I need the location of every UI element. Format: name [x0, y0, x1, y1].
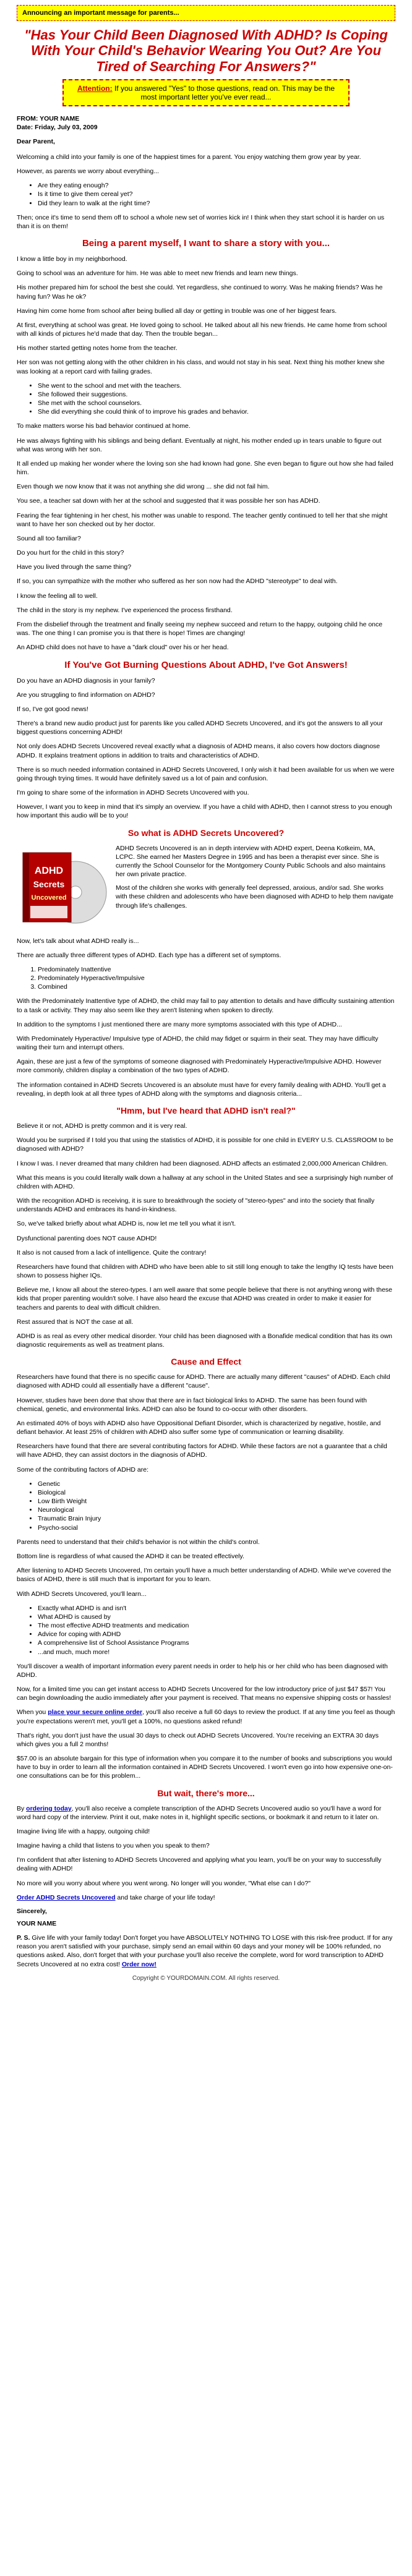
- announcement-notice: Announcing an important message for parents...: [17, 5, 395, 21]
- attention-box: [62, 79, 350, 106]
- intro-paragraph: Welcoming a child into your family is one of the happiest times for a parent. You enjoy watching them grow year by year.: [17, 153, 361, 161]
- paragraph: You'll discover a wealth of important information every parent needs in order to help his or her child who has been diagnosed with ADHD.: [17, 1662, 388, 1679]
- paragraph: An ADHD child does not have to have a "dark cloud" over his or her head.: [17, 644, 229, 652]
- paragraph: His mother started getting notes home from the teacher.: [17, 344, 178, 352]
- list-item: • A comprehensive list of School Assistance Programs: [38, 1639, 395, 1647]
- cause-paras-b: [17, 1538, 395, 1598]
- signature-block: [17, 1908, 395, 1927]
- list-item: • Are they eating enough?: [38, 181, 395, 190]
- paragraph: If so, you can sympathize with the mother who suffered as her son now had the ADHD "stereotype" to deal with.: [17, 578, 338, 586]
- factors-list: [38, 1480, 395, 1532]
- paragraph: To make matters worse his bad behavior continued at home.: [17, 422, 191, 430]
- intro-paragraph: Then; once it's time to send them off to school a whole new set of worries kick in! I think when they start school it is harder on us than it is on them!: [17, 213, 385, 230]
- product-paragraph: ADHD Secrets Uncovered is an in depth interview with ADHD expert, Deena Kotkeim, MA, LCPC. She earned her Masters Degree in 1995 and has been a therapist ever since. She is currently the School Counselor for the Montgomery County Public Schools and also maintains her own private practice.: [116, 844, 385, 879]
- paragraph: I know I was. I never dreamed that many children had been diagnosed. ADHD affects an estimated 2,000,000 American Children.: [17, 1159, 388, 1167]
- paragraph: His mother prepared him for school the best she could. Yet regardless, she continued to worry. Was he making friends? Was he having fun? Was he ok?: [17, 284, 383, 301]
- what-paras: [17, 937, 395, 960]
- paragraph: With Predominately Hyperactive/ Impulsive type of ADHD, the child may fidget or squirm in their seat. They may have difficulty waiting their turn and interrupt others.: [17, 1034, 379, 1052]
- paragraph: Researchers have found that there are several contributing factors for ADHD. While these factors are not a guarantee that a child will have ADHD, they can assist doctors in the diagnosis of ADHD.: [17, 1443, 387, 1459]
- adhd-types-list: [38, 965, 395, 992]
- cause-paras: [17, 1373, 395, 1474]
- paragraph: Do you have an ADHD diagnosis in your family?: [17, 676, 155, 685]
- greeting: Dear Parent,: [17, 138, 55, 146]
- paragraph: Even though we now know that it was not anything she did wrong ... she did not fail him.: [17, 483, 270, 491]
- paragraph: With the recognition ADHD is receiving, it is sure to breakthrough the society of "stereo-types" and into the society that finally understands ADHD and embraces its hand-in-kindness.: [17, 1197, 375, 1214]
- ps-label: P. S.: [17, 1934, 30, 1942]
- date-line: Date: Friday, July 03, 2009: [17, 123, 98, 131]
- product-box-image: [17, 844, 109, 931]
- cta-paragraph: Order ADHD Secrets Uncovered and take charge of your life today!: [17, 1893, 215, 1901]
- paragraph: So, we've talked briefly about what ADHD is, now let me tell you what it isn't.: [17, 1220, 236, 1228]
- list-item: • Biological: [38, 1488, 395, 1497]
- intro-paragraph: However, as parents we worry about everything...: [17, 167, 159, 175]
- paragraph: I'm going to share some of the information in ADHD Secrets Uncovered with you.: [17, 789, 249, 797]
- paragraph: Believe me, I know all about the stereo-types. I am well aware that some people believe that there is not anything wrong with these kids that proper parenting wouldn't solve. I have also heard the excuse that ADHD was created in order to make it easier for teachers and parents to deal with difficult children.: [17, 1286, 393, 1311]
- paragraph: I know a little boy in my neighborhood.: [17, 255, 127, 263]
- order-paragraph: When you place your secure online order, you'll also receive a full 60 days to review the product. If at any time you feel as though you're expectations weren't met, you'll get a 100%, no questions asked refund!: [17, 1708, 395, 1725]
- paragraph: Now, for a limited time you can get instant access to ADHD Secrets Uncovered for the low introductory price of just $47 $57! You can begin downloading the audio immediately after your payment is received. That means no expensive shipping costs or hassles!: [17, 1686, 392, 1702]
- list-item: • The most effective ADHD treatments and medication: [38, 1621, 395, 1630]
- mother-actions-list: [38, 382, 395, 417]
- paragraph: From the disbelief through the treatment and finally seeing my nephew succeed and return to the happy, outgoing child he once was. The one thing I can promise you is that there is hope! Times are changing!: [17, 621, 383, 638]
- list-item: • She met with the school counselors.: [38, 399, 395, 407]
- list-item: • Advice for coping with ADHD: [38, 1630, 395, 1639]
- paragraph: Believe it or not, ADHD is pretty common and it is very real.: [17, 1122, 187, 1130]
- paragraph: $57.00 is an absolute bargain for this type of information when you compare it to the number of books and subscriptions you would have to buy in order to learn all the information contained in ADHD Secrets Uncovered. I won't even go into how expensive one-on-one consultations can be for this problem...: [17, 1755, 393, 1780]
- list-item: • Genetic: [38, 1480, 395, 1488]
- paragraph: He was always fighting with his siblings and being defiant. Eventually at night, his mother ended up in tears unable to figure out what was wrong with her son.: [17, 437, 382, 453]
- paragraph: Some of the contributing factors of ADHD are:: [17, 1465, 149, 1474]
- section-heading-story: Being a parent myself, I want to share a story with you...: [82, 238, 330, 249]
- paragraph: No more will you worry about where you went wrong. No longer will you wonder, "What else can I do?": [17, 1879, 311, 1887]
- list-item: • Neurological: [38, 1506, 395, 1514]
- ordering-today-link[interactable]: ordering today: [26, 1804, 72, 1812]
- paragraph: At first, everything at school was great. He loved going to school. He talked about all his new friends. He came home from school with all kinds of pictures he'd made that day. Then the trouble began...: [17, 321, 387, 338]
- wait-paras: [17, 1827, 395, 1888]
- paragraph: There's a brand new audio product just for parents like you called ADHD Secrets Uncovered, and it's got the answers to all your biggest questions concerning ADHD!: [17, 720, 383, 736]
- section-heading-wait: But wait, there's more...: [157, 1788, 255, 1798]
- headline: "Has Your Child Been Diagnosed With ADHD? Is Coping With Your Child's Behavior Wearing You Out? Are You Tired of Searching For Answers?": [24, 27, 388, 74]
- paragraph: Not only does ADHD Secrets Uncovered reveal exactly what a diagnosis of ADHD means, it also covers how doctors diagnose ADHD. It explains treatment options in addition to traits and characteristics of ADHD.: [17, 743, 380, 759]
- sincerely-text: Sincerely,: [17, 1907, 47, 1915]
- list-item: • ...and much, much more!: [38, 1648, 395, 1657]
- cause-paras-d: [17, 1731, 395, 1781]
- paragraph: With the Predominately Inattentive type of ADHD, the child may fail to pay attention to details and have difficulty sustaining attention to a task or activity. They may also seem like they aren't listening when spoken to directly.: [17, 997, 395, 1014]
- paragraph: The child in the story is my nephew. I've experienced the process firsthand.: [17, 606, 233, 614]
- story-paras-b: [17, 422, 395, 652]
- attention-text: If you answered "Yes" to those questions, read on. This may be the most important letter you've ever read...: [112, 83, 335, 101]
- learn-list: [38, 1604, 395, 1657]
- paragraph: Dysfunctional parenting does NOT cause ADHD!: [17, 1234, 157, 1242]
- paragraph: There are actually three different types of ADHD. Each type has a different set of symptoms.: [17, 951, 281, 959]
- story-paras-a: [17, 255, 395, 376]
- paragraph: Parents need to understand that their child's behavior is not within the child's control.: [17, 1538, 260, 1546]
- paragraph: Fearing the fear tightening in her chest, his mother was unable to respond. The teacher gently continued to tell her that she might want to have her son checked out by her doctor.: [17, 511, 388, 528]
- from-line: FROM: YOUR NAME: [17, 114, 80, 122]
- paragraph: Bottom line is regardless of what caused the ADHD it can be treated effectively.: [17, 1553, 244, 1560]
- product-description: [116, 844, 395, 915]
- worry-list: [38, 181, 395, 208]
- box-title-bot: Uncovered: [31, 893, 67, 902]
- list-item: • Psycho-social: [38, 1524, 395, 1532]
- paragraph: You see, a teacher sat down with her at the school and suggested that it was possible her son has ADHD.: [17, 497, 320, 505]
- paragraph: Sound all too familiar?: [17, 534, 81, 542]
- sales-letter: [9, 0, 403, 2576]
- copyright-footer: Copyright © YOURDOMAIN.COM. All rights reserved.: [132, 1974, 280, 1982]
- list-item: 3. Combined: [38, 983, 395, 991]
- paragraph: Researchers have found that children with ADHD who have been able to sit still long enough to take the lengthy IQ tests have been shown to possess higher IQs.: [17, 1263, 393, 1280]
- product-paragraph: Most of the children she works with generally feel depressed, anxious, and/or sad. She works with these children and adolescents who have been diagnosed with ADHD to help them navigate through life's challenges.: [116, 884, 393, 910]
- paragraph: Are you struggling to find information on ADHD?: [17, 691, 155, 699]
- section-heading-what: So what is ADHD Secrets Uncovered?: [127, 827, 285, 838]
- paragraph: With ADHD Secrets Uncovered, you'll learn...: [17, 1590, 147, 1598]
- paragraph: Imagine living life with a happy, outgoing child!: [17, 1827, 150, 1835]
- order-link[interactable]: place your secure online order: [48, 1708, 143, 1717]
- list-item: • She went to the school and met with the teachers.: [38, 382, 395, 390]
- list-item: 1. Predominately Inattentive: [38, 965, 395, 974]
- paragraph: Do you hurt for the child in this story?: [17, 549, 124, 557]
- list-item: • Is it time to give them cereal yet?: [38, 190, 395, 198]
- product-block: [17, 844, 395, 931]
- paragraph: It all ended up making her wonder where the loving son she had known had gone. She even began to figure out how she had failed him.: [17, 459, 393, 477]
- paragraph: What this means is you could literally walk down a hallway at any school in the United States and see a surprisingly high number of children with ADHD.: [17, 1174, 393, 1190]
- paragraph: Rest assured that is NOT the case at all.: [17, 1318, 134, 1326]
- paragraph: Imagine having a child that listens to you when you speak to them?: [17, 1842, 210, 1850]
- paragraph: I know the feeling all to well.: [17, 592, 98, 600]
- paragraph: If so, I've got good news!: [17, 705, 88, 713]
- box-title-top: ADHD: [34, 865, 64, 876]
- signature-name: YOUR NAME: [17, 1919, 57, 1927]
- list-item: • She did everything she could think of to improve his grades and behavior.: [38, 407, 395, 416]
- list-item: • Low Birth Weight: [38, 1497, 395, 1506]
- postscript: P. S. Give life with your family today! Don't forget you have ABSOLUTELY NOTHING TO LOSE with this risk-free product. If for any reason you aren't satisfied with your purchase, simply send an email within 60 days and your money will be 100% refunded, no questions asked. Also, don't forget that with your purchase you'll also receive the complete, word for word transcription to ADHD Secrets Uncovered at no extra cost! Order now!: [17, 1934, 393, 1968]
- what-paras-b: [17, 997, 395, 1098]
- paragraph: However, studies have been done that show that there are in fact biological links to ADHD. The same has been found with chemical, genetic, and environmental links. ADHD can also be found to co-occur with other disorders.: [17, 1396, 367, 1413]
- paragraph: Would you be surprised if I told you that using the statistics of ADHD, it is possible for one child in EVERY U.S. CLASSROOM to be diagnosed with ADHD?: [17, 1137, 393, 1153]
- section-heading-cause: Cause and Effect: [171, 1357, 241, 1367]
- box-title-mid: Secrets: [33, 879, 65, 889]
- ordering-paragraph: By ordering today, you'll also receive a complete transcription of the ADHD Secrets Uncovered audio so you'll have a word for word hard copy of the interview. Print it out, make notes in it, highlight specific sections, or bookmark it and return to it later on.: [17, 1804, 382, 1821]
- paragraph: ADHD is as real as every other medical disorder. Your child has been diagnosed with a Bonafide medical condition that has its own diagnostic requirements as well as treatment plans.: [17, 1332, 393, 1349]
- paragraph: Having him come home from school after being bullied all day or getting in trouble was one of her biggest fears.: [17, 307, 337, 315]
- order-now-link[interactable]: Order now!: [121, 1960, 157, 1968]
- paragraph: There is so much needed information contained in ADHD Secrets Uncovered, I only wish it had been available for us when we were going through trying times. It would have definitely saved us a lot of pain and confusion.: [17, 766, 395, 782]
- list-item: • What ADHD is caused by: [38, 1613, 395, 1621]
- paragraph: I'm confident that after listening to ADHD Secrets Uncovered and applying what you learn, you'll be on your way to successfully dealing with ADHD!: [17, 1856, 382, 1873]
- heard-paras: [17, 1122, 395, 1349]
- paragraph: Have you lived through the same thing?: [17, 563, 132, 571]
- section-heading-questions: If You've Got Burning Questions About ADHD, I've Got Answers!: [64, 659, 348, 670]
- paragraph: That's right, you don't just have the usual 30 days to check out ADHD Secrets Uncovered. You're receiving an EXTRA 30 days which gives you a full 2 months!: [17, 1731, 379, 1748]
- attention-label: Attention:: [77, 83, 113, 93]
- questions-paras: [17, 676, 395, 821]
- paragraph: Again, these are just a few of the symptoms of someone diagnosed with Predominately Hyperactive/Impulsive ADHD. However more commonly, children display a combination of the two types of ADHD.: [17, 1058, 382, 1075]
- paragraph: After listening to ADHD Secrets Uncovered, I'm certain you'll have a much better understanding of ADHD. While we've covered the basics of ADHD, there is still much that is important for you to learn.: [17, 1567, 392, 1584]
- list-item: • She followed their suggestions.: [38, 390, 395, 399]
- section-heading-heard: "Hmm, but I've heard that ADHD isn't real?": [116, 1105, 296, 1115]
- paragraph: Now, let's talk about what ADHD really is...: [17, 937, 139, 945]
- order-product-link[interactable]: Order ADHD Secrets Uncovered: [17, 1893, 116, 1901]
- list-item: 2. Predominately Hyperactive/Impulsive: [38, 974, 395, 983]
- letter-meta: [17, 115, 395, 132]
- paragraph: The information contained in ADHD Secrets Uncovered is an absolute must have for every family dealing with ADHD. You'll get a revealing, in depth look at all three types of ADHD along with the symptoms and diagnosis criteria...: [17, 1081, 386, 1098]
- list-item: • Exactly what ADHD is and isn't: [38, 1604, 395, 1613]
- paragraph: However, I want you to keep in mind that it's simply an overview. If you have a child with ADHD, then I cannot stress to you enough how important this audio will be to you!: [17, 803, 392, 820]
- list-item: • Did they learn to walk at the right time?: [38, 199, 395, 208]
- paragraph: Her son was not getting along with the other children in his class, and would not stay in his seat. Next thing his mother knew she was looking at a report card with failing grades.: [17, 359, 385, 375]
- list-item: • Traumatic Brain Injury: [38, 1514, 395, 1523]
- paragraph: It also is not caused from a lack of intelligence. Quite the contrary!: [17, 1248, 207, 1256]
- paragraph: An estimated 40% of boys with ADHD also have Oppositional Defiant Disorder, which is characterized by negative, hostile, and defiant behavior. At least 25% of children with ADHD also suffer some type of communication or learning disability.: [17, 1419, 381, 1436]
- paragraph: Researchers have found that there is no specific cause for ADHD. There are actually many different "causes" of ADHD. Each child diagnosed with ADHD could all essentially have a different "cause".: [17, 1373, 390, 1390]
- cause-paras-c: [17, 1662, 395, 1703]
- paragraph: In addition to the symptoms I just mentioned there are many more symptoms associated with this type of ADHD...: [17, 1020, 342, 1028]
- paragraph: Going to school was an adventure for him. He was able to meet new friends and learn new things.: [17, 270, 298, 278]
